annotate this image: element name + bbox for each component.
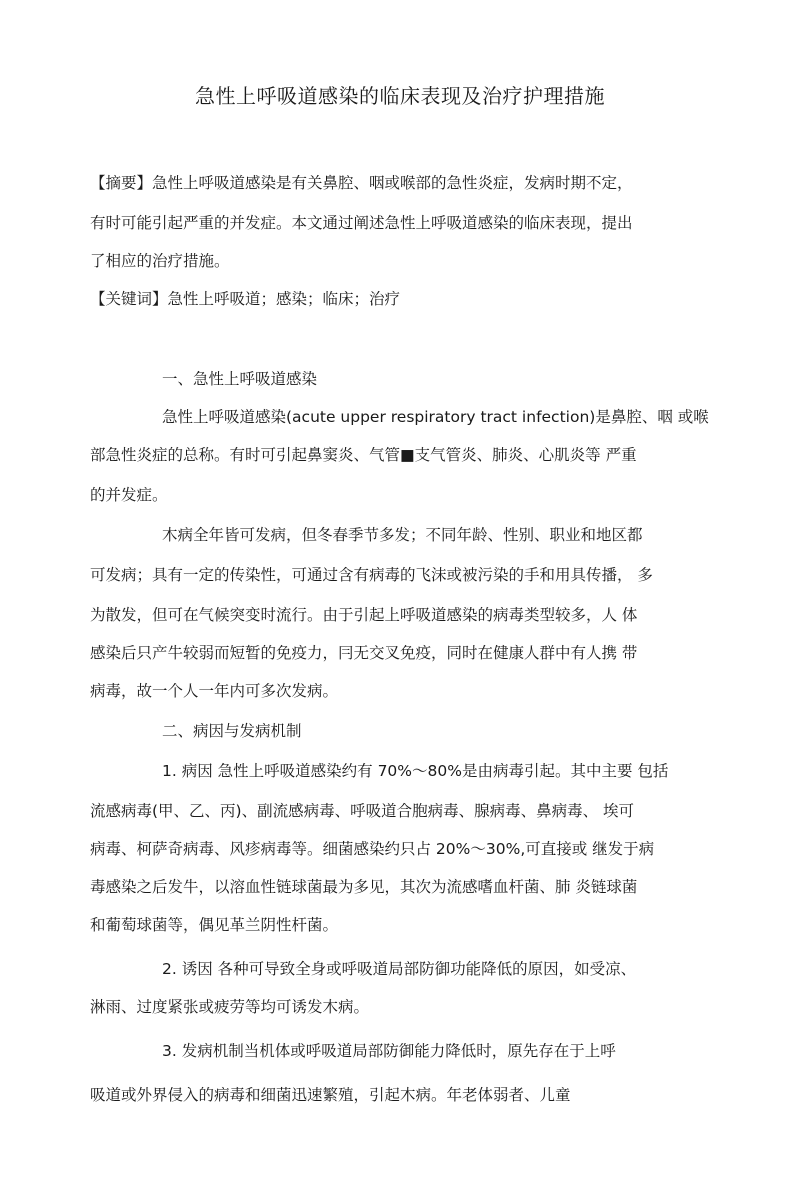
paragraph-line: 部急性炎症的总称。有时可引起鼻窦炎、气管■支气管炎、肺炎、心肌炎等 严重 [90,446,637,464]
paragraph-line: 病毒，故一个人一年内可多次发病。 [90,682,339,700]
section-heading: 一、急性上呼吸道感染 [162,370,318,388]
keywords: 【关键词】急性上呼吸道；感染；临床；治疗 [90,290,401,308]
document-title: 急性上呼吸道感染的临床表现及治疗护理措施 [195,84,605,108]
paragraph-line: 吸道或外界侵入的病毒和细菌迅速繁殖，引起木病。年老体弱者、儿童 [90,1086,571,1104]
paragraph-line: 淋雨、过度紧张或疲劳等均可诱发木病。 [90,998,370,1016]
paragraph-line: 流感病毒(甲、乙、丙)、副流感病毒、呼吸道合胞病毒、腺病毒、鼻病毒、 埃可 [90,802,635,820]
paragraph-line: 木病全年皆可发病，但冬春季节多发；不同年龄、性别、职业和地区都 [162,526,643,544]
paragraph-line: 3. 发病机制当机体或呼吸道局部防御能力降低时，原先存在于上呼 [162,1042,616,1060]
paragraph-line: 为散发，但可在气候突变时流行。由于引起上呼吸道感染的病毒类型较多，人 体 [90,606,638,624]
paragraph-line: 急性上呼吸道感染(acute upper respiratory tract infection)是鼻腔、咽 或喉 [162,408,709,426]
abstract-line: 有时可能引起严重的并发症。本文通过阐述急性上呼吸道感染的临床表现，提出 [90,214,633,232]
paragraph-line: 1. 病因 急性上呼吸道感染约有 70%〜80%是由病毒引起。其中主要 包括 [162,762,669,780]
paragraph-line: 的并发症。 [90,486,168,504]
abstract-line: 了相应的治疗措施。 [90,252,230,270]
paragraph-line: 2. 诱因 各种可导致全身或呼吸道局部防御功能降低的原因，如受凉、 [162,960,637,978]
section-heading: 二、病因与发病机制 [162,722,302,740]
paragraph-line: 和葡萄球菌等，偶见革兰阴性杆菌。 [90,916,339,934]
abstract-line: 【摘要】急性上呼吸道感染是有关鼻腔、咽或喉部的急性炎症，发病时期不定， [90,174,633,192]
paragraph-line: 可发病；具有一定的传染性，可通过含有病毒的飞沫或被污染的手和用具传播， 多 [90,566,653,584]
paragraph-line: 感染后只产牛较弱而短暂的免疫力，冃无交叉免疫，同时在健康人群中有人携 带 [90,644,638,662]
paragraph-line: 毒感染之后发牛，以溶血性链球菌最为多见，其次为流感嗜血杆菌、肺 炎链球菌 [90,878,638,896]
paragraph-line: 病毒、柯萨奇病毒、风疹病毒等。细菌感染约只占 20%〜30%,可直接或 继发于病 [90,840,655,858]
